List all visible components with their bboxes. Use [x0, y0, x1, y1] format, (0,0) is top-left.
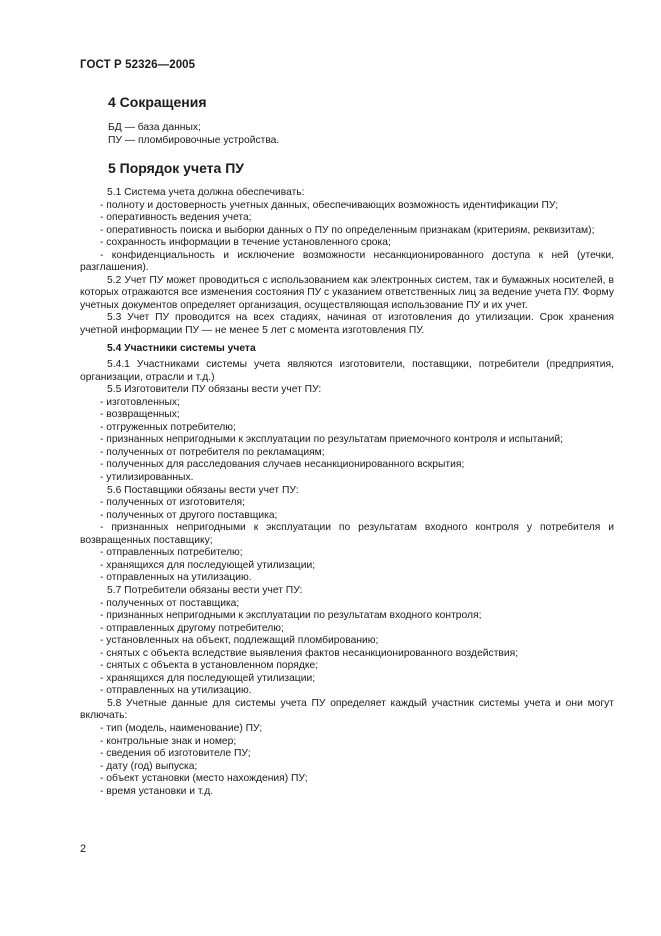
- list-item: - признанных непригодными к эксплуатации по результатам приемочного контроля и испытаний;: [100, 434, 564, 446]
- abbreviations-list: [108, 121, 279, 147]
- list-item: - полученных от другого поставщика;: [100, 509, 278, 521]
- list-item: - объект установки (место нахождения) ПУ;: [100, 773, 308, 785]
- abbreviation-item: БД — база данных;: [108, 122, 201, 133]
- list-item: - отправленных на утилизацию.: [100, 572, 252, 584]
- list-item: - отправленных другому потребителю;: [100, 622, 284, 634]
- list-item: - признанных непригодными к эксплуатации по результатам входного контроля у потребителя и возвращенных поставщику;: [80, 522, 614, 546]
- section-4-title: 4 Сокращения: [108, 94, 207, 110]
- list-item: - полученных от изготовителя;: [100, 497, 245, 509]
- list-item: - полноту и достоверность учетных данных, обеспечивающих возможность идентификации ПУ;: [100, 199, 559, 211]
- list-item: - отправленных на утилизацию.: [100, 685, 252, 697]
- paragraph: 5.3 Учет ПУ проводится на всех стадиях, начиная от изготовления до утилизации. Срок хранения учетной информации ПУ — не менее 5 лет с момента изготовления ПУ.: [80, 312, 614, 337]
- list-item: - отгруженных потребителю;: [100, 421, 236, 433]
- list-item: - утилизированных.: [100, 472, 194, 484]
- paragraph: 5.6 Поставщики обязаны вести учет ПУ:: [107, 484, 299, 496]
- list-item: - полученных для расследования случаев несанкционированного вскрытия;: [100, 459, 465, 471]
- list-item: - оперативность ведения учета;: [100, 212, 252, 224]
- paragraph: 5.2 Учет ПУ может проводиться с использованием как электронных систем, так и бумажных носителей, в которых отражаются все изменения состояния ПУ с указанием ответственных лиц за ведение учета ПУ. Форму учетных документов определяет организация, осуществляющая использование ПУ и их учет.: [80, 274, 614, 311]
- list-item: - хранящихся для последующей утилизации;: [100, 672, 316, 684]
- list-item: - сохранность информации в течение установленного срока;: [100, 237, 391, 249]
- list-item: - установленных на объект, подлежащий пломбированию;: [100, 635, 379, 647]
- paragraph: 5.8 Учетные данные для системы учета ПУ определяет каждый участник системы учета и они могут включать:: [80, 697, 614, 722]
- list-item: - изготовленных;: [100, 396, 180, 408]
- list-item: - хранящихся для последующей утилизации;: [100, 559, 316, 571]
- paragraph: 5.4.1 Участниками системы учета являются изготовители, поставщики, потребители (предприятия, организации, отрасли и т.д.): [80, 359, 614, 383]
- list-item: - полученных от поставщика;: [100, 597, 240, 609]
- list-item: - оперативность поиска и выборки данных о ПУ по определенным признакам (критериям, реквизитам);: [100, 224, 595, 236]
- list-item: - снятых с объекта в установленном порядке;: [100, 660, 319, 672]
- list-item: - конфиденциальность и исключение возможности несанкционированного доступа к ней (утечки, разглашения).: [80, 249, 614, 274]
- document-code: ГОСТ Р 52326—2005: [80, 59, 196, 71]
- section-5-title: 5 Порядок учета ПУ: [108, 160, 244, 176]
- page-number: 2: [80, 843, 87, 855]
- abbreviation-item: ПУ — пломбировочные устройства.: [108, 135, 280, 146]
- subsection-title: 5.4 Участники системы учета: [107, 342, 256, 354]
- list-item: - снятых с объекта вследствие выявления фактов несанкционированного воздействия;: [100, 647, 519, 659]
- paragraph: 5.7 Потребители обязаны вести учет ПУ:: [107, 584, 303, 596]
- list-item: - время установки и т.д.: [100, 785, 214, 797]
- paragraph: 5.5 Изготовители ПУ обязаны вести учет ПУ:: [107, 384, 322, 396]
- list-item: - возвращенных;: [100, 409, 180, 421]
- list-item: - контрольные знак и номер;: [100, 735, 237, 747]
- list-item: - тип (модель, наименование) ПУ;: [100, 722, 263, 734]
- section-5-body: [80, 187, 614, 798]
- list-item: - признанных непригодными к эксплуатации по результатам входного контроля;: [100, 610, 482, 622]
- list-item: - дату (год) выпуска;: [100, 760, 198, 772]
- list-item: - сведения об изготовителе ПУ;: [100, 748, 251, 760]
- list-item: - полученных от потребителя по рекламациям;: [100, 446, 325, 458]
- list-item: - отправленных потребителю;: [100, 547, 243, 559]
- paragraph: 5.1 Система учета должна обеспечивать:: [107, 187, 305, 198]
